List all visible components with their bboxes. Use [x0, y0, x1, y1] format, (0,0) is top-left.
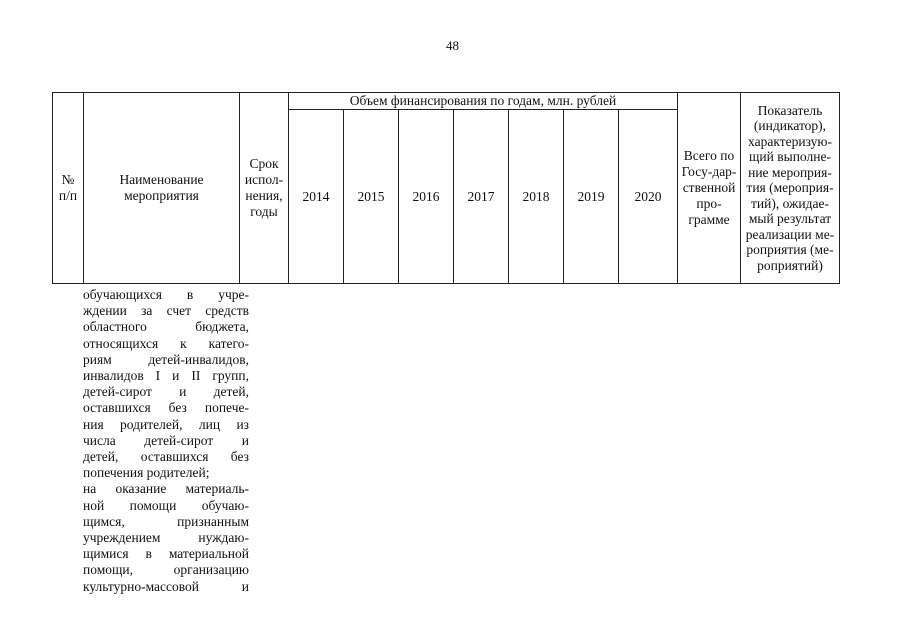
text-line: щимся, признанным	[83, 513, 249, 529]
text-line: культурно-массовой и	[83, 578, 249, 594]
text-line: обучающихся в учре-	[83, 287, 249, 302]
header-year-2014: 2014	[289, 110, 344, 284]
program-table-header	[52, 92, 840, 284]
header-indicator-label: Показатель (индикатор), характеризую-щий выполне-ние мероприя-тия (мероприя-тий), ожидае-мый результат реализации ме-роприятия (ме-роприятий)	[745, 102, 835, 273]
text-line: областного бюджета,	[83, 319, 249, 335]
text-line: помощи, организацию	[83, 562, 249, 578]
text-line: попечения родителей;	[83, 465, 210, 481]
text-line: ния родителей, лиц из	[83, 416, 249, 432]
header-funding	[289, 93, 678, 110]
header-total	[678, 93, 741, 284]
measure-description-continuation	[83, 287, 249, 595]
header-year-2015: 2015	[344, 110, 399, 284]
text-line: детей-сирот и детей,	[83, 384, 249, 400]
text-line: на оказание материаль-	[83, 481, 249, 497]
header-year-2020: 2020	[619, 110, 678, 284]
header-funding-label: Объем финансирования по годам, млн. рублей	[349, 93, 617, 108]
header-total-label: Всего по Госу-дар-ственной про-грамме	[681, 148, 737, 227]
header-indicator	[741, 93, 840, 284]
text-line: детей, оставшихся без	[83, 449, 249, 465]
text-line: оставшихся без попече-	[83, 400, 249, 416]
header-term-label: Срок испол-нения, годы	[244, 156, 284, 219]
text-line: учреждением нуждаю-	[83, 530, 249, 546]
text-line: числа детей-сирот и	[83, 432, 249, 448]
page-number: 48	[446, 38, 459, 53]
header-year-2019: 2019	[564, 110, 619, 284]
header-year-2017: 2017	[454, 110, 509, 284]
header-num-label: № п/п	[58, 172, 78, 203]
header-year-2016: 2016	[399, 110, 454, 284]
text-line: щимися в материальной	[83, 546, 249, 562]
header-term	[240, 93, 289, 284]
text-line: инвалидов I и II групп,	[83, 368, 249, 384]
text-line: риям детей-инвалидов,	[83, 351, 249, 367]
text-line: относящихся к катего-	[83, 335, 249, 351]
header-num	[53, 93, 84, 284]
header-name-label: Наименование мероприятия	[119, 172, 204, 203]
text-line: ной помощи обучаю-	[83, 497, 249, 513]
header-name	[84, 93, 240, 284]
header-year-2018: 2018	[509, 110, 564, 284]
text-line: ждении за счет средств	[83, 303, 249, 319]
